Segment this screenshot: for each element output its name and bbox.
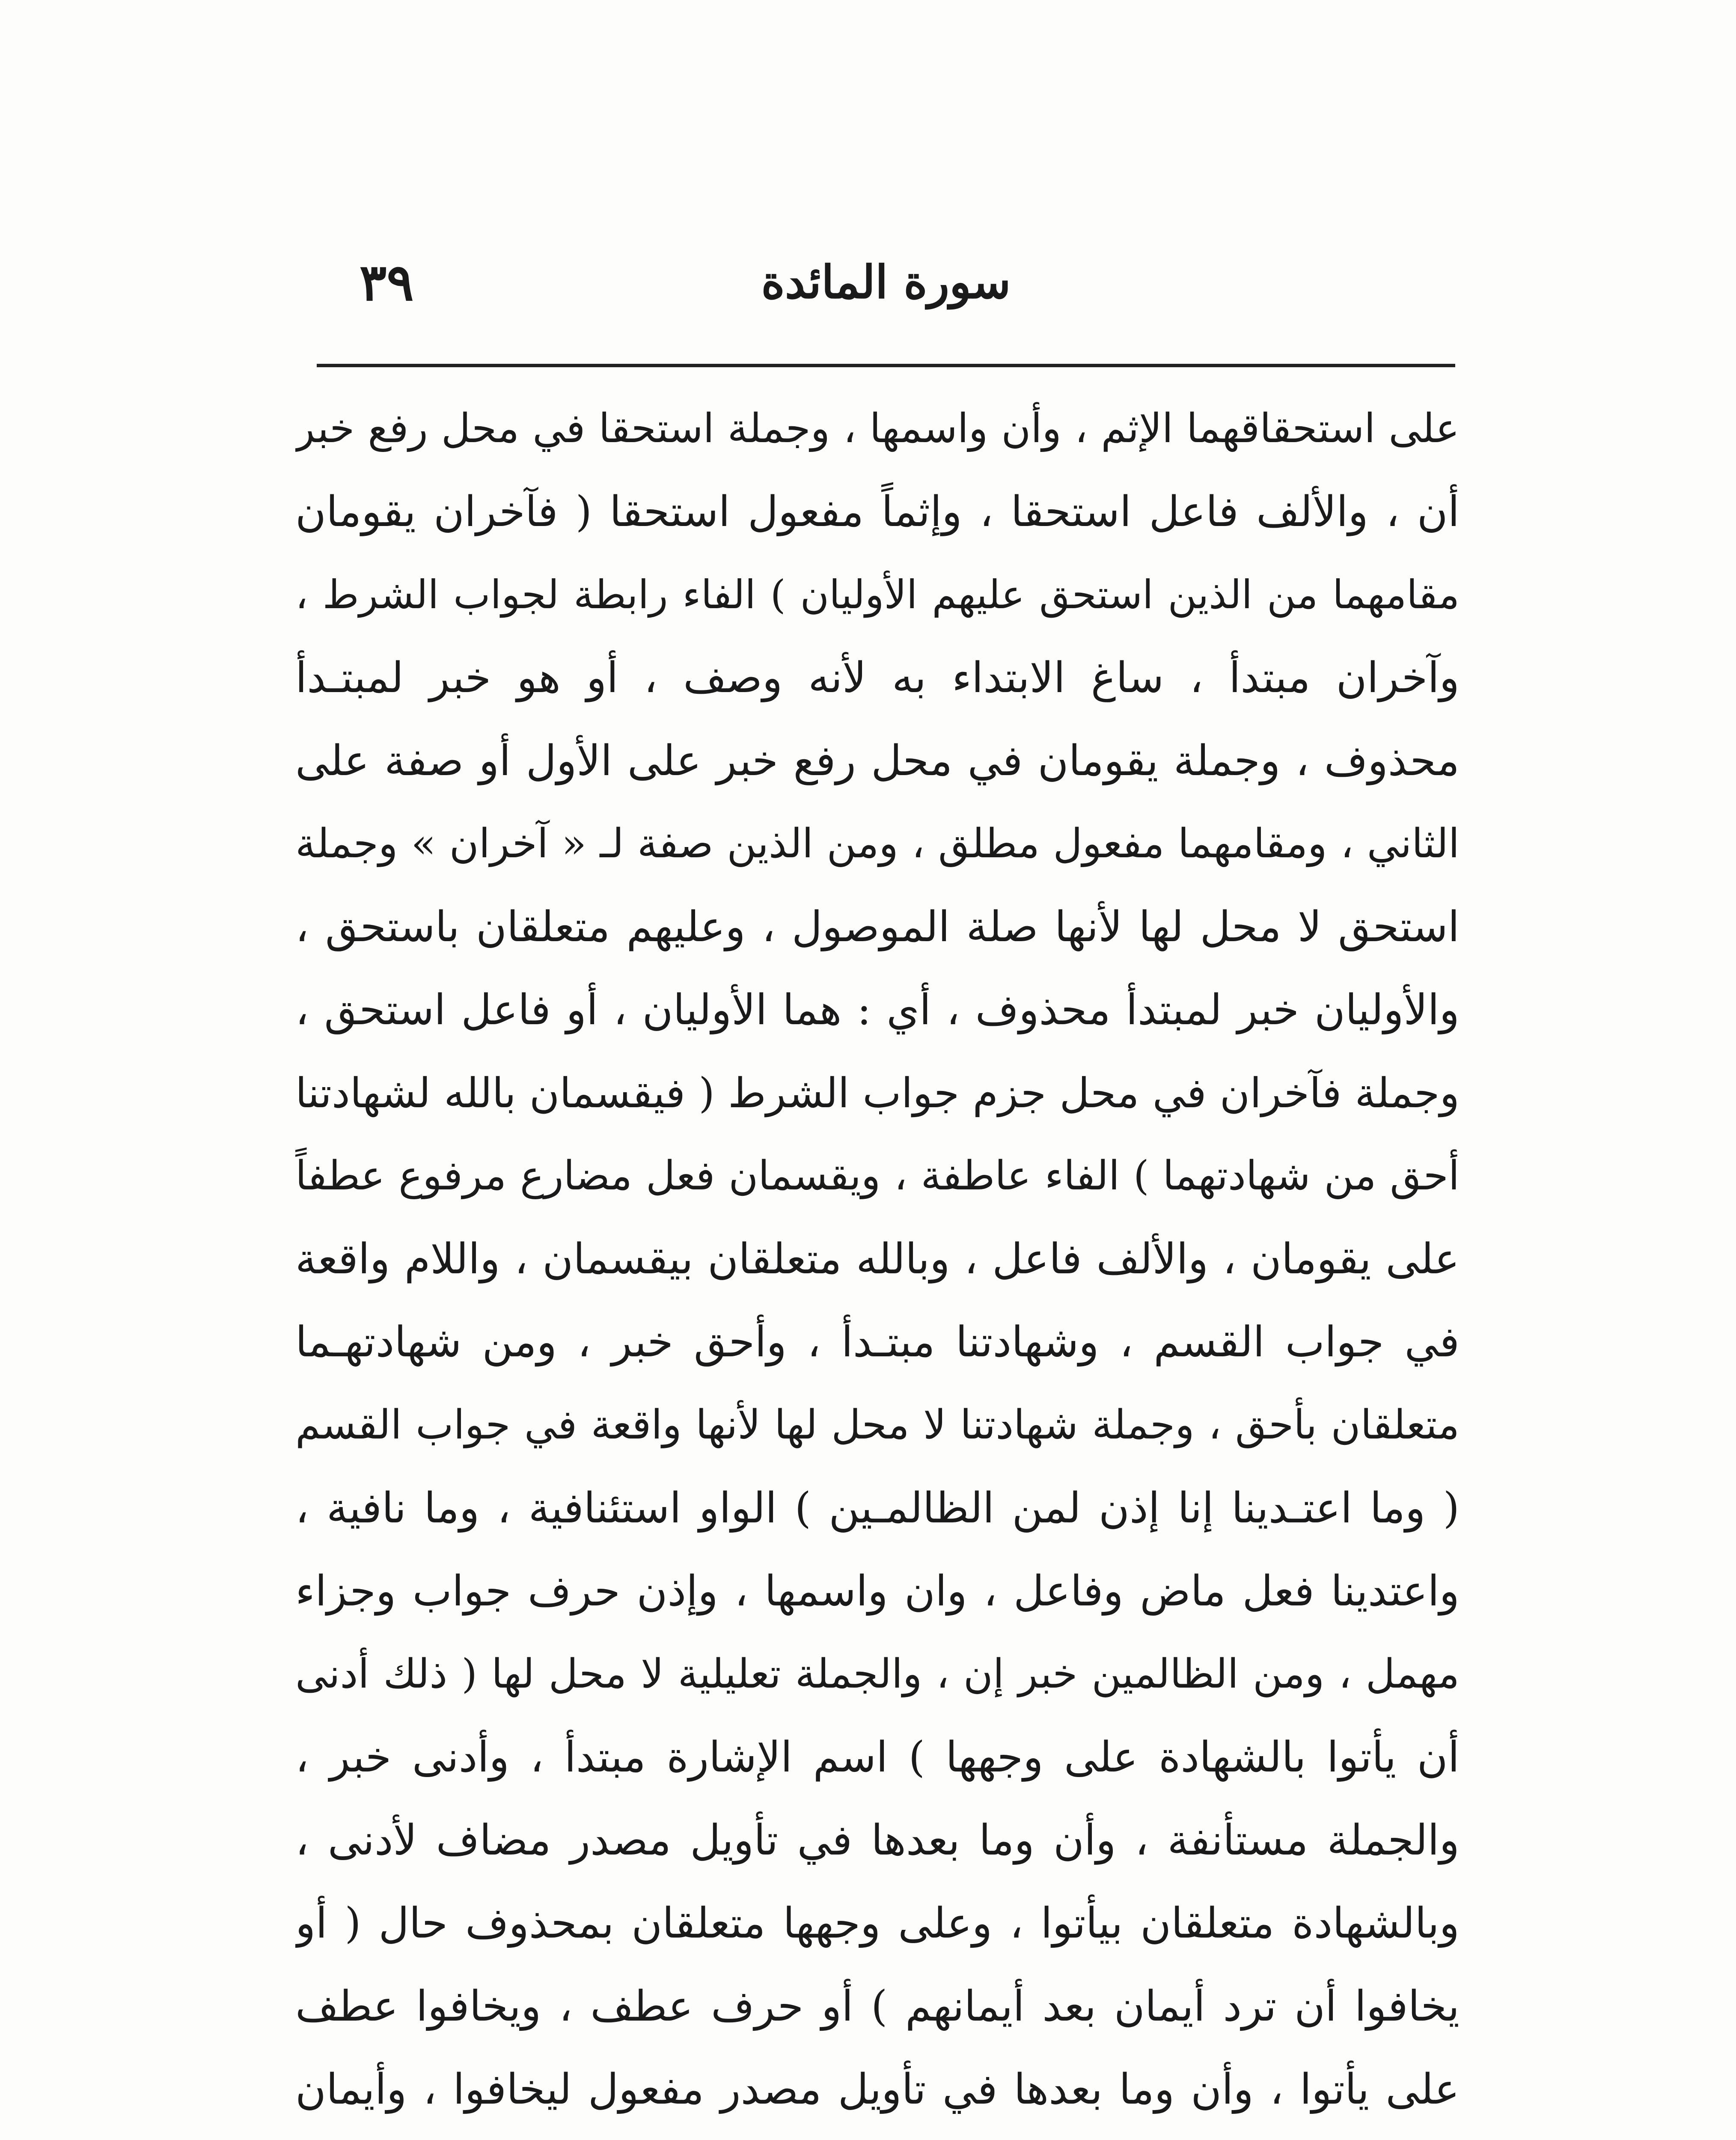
page-number: ٣٩ bbox=[360, 253, 414, 312]
text-line: الثاني ، ومقامهما مفعول مطلق ، ومن الذين صفة لـ « آخران » وجملة bbox=[295, 820, 1460, 867]
text-line: في جواب القسم ، وشهادتنا مبتـدأ ، وأحق خبر ، ومن شهادتهـما bbox=[295, 1318, 1460, 1367]
text-line: أن يأتوا بالشهادة على وجهها ) اسم الإشارة مبتدأ ، وأدنى خبر ، bbox=[295, 1733, 1460, 1782]
running-title: سورة المائدة bbox=[761, 255, 1011, 309]
text-line: وبالشهادة متعلقان بيأتوا ، وعلى وجهها متعلقان بمحذوف حال ( أو bbox=[295, 1899, 1460, 1948]
text-line: أن ، والألف فاعل استحقا ، وإثماً مفعول استحقا ( فآخران يقومان bbox=[295, 487, 1460, 536]
text-line: واعتدينا فعل ماض وفاعل ، وان واسمها ، وإذن حرف جواب وجزاء bbox=[295, 1567, 1460, 1616]
text-line: يخافوا أن ترد أيمان بعد أيمانهم ) أو حرف عطف ، ويخافوا عطف bbox=[295, 1982, 1460, 2031]
text-line: أحق من شهادتهما ) الفاء عاطفة ، ويقسمان فعل مضارع مرفوع عطفاً bbox=[295, 1153, 1460, 1199]
text-line: على يأتوا ، وأن وما بعدها في تأويل مصدر مفعول ليخافوا ، وأيمان bbox=[295, 2065, 1460, 2114]
text-line: والجملة مستأنفة ، وأن وما بعدها في تأويل مصدر مضاف لأدنى ، bbox=[295, 1816, 1460, 1865]
text-line: محذوف ، وجملة يقومان في محل رفع خبر على الأول أو صفة على bbox=[295, 737, 1460, 785]
text-line: على استحقاقهما الإثم ، وأن واسمها ، وجملة استحقا في محل رفع خبر bbox=[295, 405, 1460, 452]
text-line: متعلقان بأحق ، وجملة شهادتنا لا محل لها لأنها واقعة في جواب القسم bbox=[295, 1402, 1460, 1448]
text-line: استحق لا محل لها لأنها صلة الموصول ، وعليهم متعلقان باستحق ، bbox=[295, 903, 1460, 951]
body-text bbox=[295, 387, 1460, 2140]
header-rule bbox=[317, 364, 1455, 367]
text-line: وجملة فآخران في محل جزم جواب الشرط ( فيقسمان بالله لشهادتنا bbox=[295, 1069, 1460, 1117]
text-line: مقامهما من الذين استحق عليهم الأوليان ) الفاء رابطة لجواب الشرط ، bbox=[295, 572, 1460, 618]
text-line: وآخران مبتدأ ، ساغ الابتداء به لأنه وصف ، أو هو خبر لمبتـدأ bbox=[295, 654, 1460, 702]
page-header bbox=[317, 240, 1455, 325]
text-line: مهمل ، ومن الظالمين خبر إن ، والجملة تعليلية لا محل لها ( ذلك أدنى bbox=[295, 1651, 1460, 1697]
text-line bbox=[295, 2131, 1460, 2140]
text-line: والأوليان خبر لمبتدأ محذوف ، أي : هما الأوليان ، أو فاعل استحق ، bbox=[295, 986, 1460, 1034]
text-line: على يقومان ، والألف فاعل ، وبالله متعلقان بيقسمان ، واللام واقعة bbox=[295, 1235, 1460, 1284]
text-line: ( وما اعتـدينا إنا إذن لمن الظالمـين ) الواو استئنافية ، وما نافية ، bbox=[295, 1484, 1460, 1533]
